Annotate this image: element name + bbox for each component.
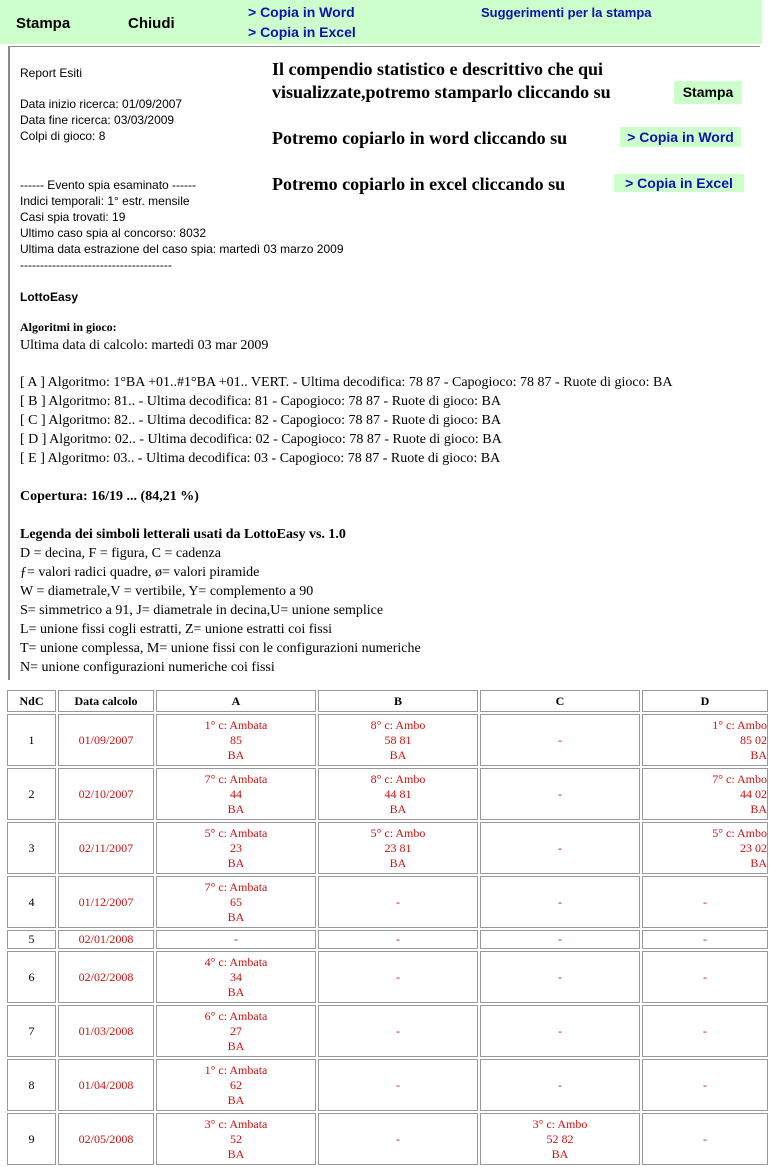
cell-line: 1° c: Ambata	[204, 717, 268, 732]
cell-c	[480, 714, 640, 766]
cell-data-calcolo: 02/05/2008	[58, 1113, 154, 1165]
cell-data-calcolo: 02/10/2007	[58, 768, 154, 820]
legenda-line: W = diametrale,V = vertibile, Y= complemento a 90	[20, 584, 314, 599]
cell-line: -	[703, 1131, 707, 1146]
cell-line: 8° c: Ambo	[370, 771, 426, 786]
help-stampa-button[interactable]: Stampa	[674, 81, 742, 104]
cell-line: BA	[227, 984, 245, 999]
cell-d	[642, 822, 768, 874]
cell-c	[480, 1113, 640, 1165]
cell-line: -	[396, 969, 400, 984]
cell-a	[156, 1113, 316, 1165]
cell-d	[642, 768, 768, 820]
header-b: B	[318, 690, 478, 712]
cell-line: BA	[750, 801, 767, 816]
cell-line: -	[558, 894, 562, 909]
cell-line: BA	[227, 1146, 245, 1161]
table-row	[7, 1059, 768, 1111]
cell-ndc: 9	[7, 1113, 56, 1165]
cell-line: -	[703, 894, 707, 909]
cell-d	[642, 930, 768, 949]
table-row	[7, 822, 768, 874]
cell-line: -	[703, 1077, 707, 1092]
cell-line: 62	[230, 1077, 242, 1092]
cell-data-calcolo: 02/11/2007	[58, 822, 154, 874]
cell-line: 44 81	[384, 786, 412, 801]
header-c: C	[480, 690, 640, 712]
cell-line: 1° c: Ambo	[712, 717, 767, 732]
cell-ndc: 6	[7, 951, 56, 1003]
header-data-calcolo: Data calcolo	[58, 690, 154, 712]
legenda-line: L= unione fissi cogli estratti, Z= unione estratti coi fissi	[20, 622, 333, 637]
cell-a	[156, 1005, 316, 1057]
cell-line: 65	[230, 894, 242, 909]
algoritmo-b: [ B ] Algoritmo: 81.. - Ultima decodifica: 81 - Capogioco: 78 87 - Ruote di gioco: BA	[20, 394, 501, 409]
toolbar	[0, 0, 762, 44]
cell-a	[156, 714, 316, 766]
cell-data-calcolo: 01/09/2007	[58, 714, 154, 766]
cell-b	[318, 1005, 478, 1057]
cell-line: 23 02	[740, 840, 767, 855]
cell-line: 85	[230, 732, 242, 747]
cell-b	[318, 930, 478, 949]
cell-line: BA	[227, 747, 245, 762]
cell-a	[156, 822, 316, 874]
cell-line: -	[396, 932, 400, 946]
table-row	[7, 951, 768, 1003]
cell-line: -	[558, 932, 562, 946]
header-d: D	[642, 690, 768, 712]
legenda-line: S= simmetrico a 91, J= diametrale in decina,U= unione semplice	[20, 603, 384, 618]
cell-line: BA	[750, 747, 767, 762]
cell-c	[480, 930, 640, 949]
cell-line: 44	[230, 786, 242, 801]
results-table-wrapper	[5, 688, 767, 1167]
help-line-3: Potremo copiarlo in word cliccando su	[272, 128, 568, 148]
cell-line: BA	[389, 747, 407, 762]
algoritmo-e: [ E ] Algoritmo: 03.. - Ultima decodifica: 03 - Capogioco: 78 87 - Ruote di gioco: BA	[20, 451, 501, 466]
cell-line: 8° c: Ambo	[370, 717, 426, 732]
cell-line: 44 02	[740, 786, 767, 801]
cell-line: -	[558, 969, 562, 984]
cell-ndc: 1	[7, 714, 56, 766]
cell-data-calcolo: 02/01/2008	[58, 930, 154, 949]
help-line-1: Il compendio statistico e descrittivo che qui	[272, 59, 603, 79]
cell-c	[480, 1059, 640, 1111]
cell-line: 4° c: Ambata	[204, 954, 268, 969]
legenda-title: Legenda dei simboli letterali usati da LottoEasy vs. 1.0	[20, 527, 346, 542]
cell-line: 23	[230, 840, 242, 855]
results-table	[5, 688, 770, 1167]
copertura: Copertura: 16/19 ... (84,21 %)	[20, 489, 199, 504]
indici-temporali: Indici temporali: 1° estr. mensile	[20, 194, 190, 208]
cell-line: 58 81	[384, 732, 412, 747]
cell-c	[480, 951, 640, 1003]
cell-line: -	[396, 1023, 400, 1038]
cell-ndc: 8	[7, 1059, 56, 1111]
help-copia-word-button[interactable]: > Copia in Word	[620, 127, 741, 147]
cell-ndc: 5	[7, 930, 56, 949]
table-row	[7, 1005, 768, 1057]
cell-d	[642, 876, 768, 928]
algoritmo-a: [ A ] Algoritmo: 1°BA +01..#1°BA +01.. VERT. - Ultima decodifica: 78 87 - Capogioco: 78 87 - Ruote di gioco: BA	[20, 375, 673, 390]
cell-line: -	[558, 1023, 562, 1038]
cell-c	[480, 1005, 640, 1057]
cell-line: -	[558, 1077, 562, 1092]
cell-a	[156, 876, 316, 928]
cell-line: -	[396, 1131, 400, 1146]
cell-data-calcolo: 01/04/2008	[58, 1059, 154, 1111]
cell-line: -	[558, 786, 562, 801]
cell-line: BA	[551, 1146, 569, 1161]
cell-line: BA	[227, 1038, 245, 1053]
header-a: A	[156, 690, 316, 712]
cell-line: 7° c: Ambata	[204, 771, 268, 786]
cell-a	[156, 1059, 316, 1111]
cell-line: -	[234, 932, 238, 946]
table-row	[7, 768, 768, 820]
cell-line: 1° c: Ambata	[204, 1062, 268, 1077]
table-header-row	[7, 690, 768, 712]
table-row	[7, 714, 768, 766]
suggerimenti-link[interactable]: Suggerimenti per la stampa	[481, 5, 652, 20]
cell-line: BA	[227, 855, 245, 870]
cell-line: -	[396, 894, 400, 909]
cell-line: 3° c: Ambata	[204, 1116, 268, 1131]
cell-d	[642, 1059, 768, 1111]
cell-line: 27	[230, 1023, 242, 1038]
stampa-button[interactable]: Stampa	[16, 15, 71, 32]
cell-a	[156, 951, 316, 1003]
cell-c	[480, 822, 640, 874]
cell-line: 34	[230, 969, 242, 984]
separator: --------------------------------------	[20, 258, 172, 272]
cell-line: 52	[230, 1131, 242, 1146]
cell-b	[318, 1113, 478, 1165]
cell-ndc: 7	[7, 1005, 56, 1057]
cell-data-calcolo: 02/02/2008	[58, 951, 154, 1003]
help-line-2: visualizzate,potremo stamparlo cliccando su	[272, 82, 611, 102]
cell-line: 52 82	[546, 1131, 574, 1146]
help-line-4: Potremo copiarlo in excel cliccando su	[272, 174, 566, 194]
lottoeasy-title: LottoEasy	[20, 290, 79, 304]
ultima-data: Ultima data estrazione del caso spia: martedì 03 marzo 2009	[20, 242, 344, 256]
cell-a	[156, 930, 316, 949]
cell-line: 5° c: Ambata	[204, 825, 268, 840]
cell-b	[318, 1059, 478, 1111]
cell-a	[156, 768, 316, 820]
cell-b	[318, 714, 478, 766]
legenda-line: N= unione configurazioni numeriche coi fissi	[20, 660, 275, 675]
cell-line: BA	[227, 909, 245, 924]
cell-line: 6° c: Ambata	[204, 1008, 268, 1023]
evento-header: ------ Evento spia esaminato ------	[20, 178, 197, 192]
cell-line: -	[703, 1023, 707, 1038]
data-inizio: Data inizio ricerca: 01/09/2007	[20, 97, 183, 111]
algoritmi-header: Algoritmi in gioco:	[20, 320, 117, 334]
cell-line: BA	[750, 855, 767, 870]
table-row	[7, 930, 768, 949]
ultimo-caso: Ultimo caso spia al concorso: 8032	[20, 226, 207, 240]
cell-line: BA	[227, 801, 245, 816]
cell-ndc: 3	[7, 822, 56, 874]
algoritmo-c: [ C ] Algoritmo: 82.. - Ultima decodifica: 82 - Capogioco: 78 87 - Ruote di gioco: BA	[20, 413, 501, 428]
algoritmo-d: [ D ] Algoritmo: 02.. - Ultima decodifica: 02 - Capogioco: 78 87 - Ruote di gioco: BA	[20, 432, 502, 447]
help-copia-excel-button[interactable]: > Copia in Excel	[614, 174, 744, 192]
cell-line: -	[703, 932, 707, 946]
table-row	[7, 876, 768, 928]
cell-d	[642, 951, 768, 1003]
cell-c	[480, 876, 640, 928]
cell-c	[480, 768, 640, 820]
legenda-line: ƒ= valori radici quadre, ø= valori piramide	[20, 565, 260, 580]
casi-spia: Casi spia trovati: 19	[20, 210, 126, 224]
cell-line: -	[396, 1077, 400, 1092]
cell-line: BA	[389, 801, 407, 816]
legenda-line: D = decina, F = figura, C = cadenza	[20, 546, 221, 561]
legenda-line: T= unione complessa, M= unione fissi con le configurazioni numeriche	[20, 641, 421, 656]
header-ndc: NdC	[7, 690, 56, 712]
cell-line: 23 81	[384, 840, 412, 855]
cell-data-calcolo: 01/12/2007	[58, 876, 154, 928]
cell-line: -	[703, 969, 707, 984]
data-fine: Data fine ricerca: 03/03/2009	[20, 113, 175, 127]
cell-d	[642, 1005, 768, 1057]
cell-line: 7° c: Ambata	[204, 879, 268, 894]
cell-line: 5° c: Ambo	[370, 825, 426, 840]
cell-data-calcolo: 01/03/2008	[58, 1005, 154, 1057]
cell-b	[318, 951, 478, 1003]
cell-line: BA	[389, 855, 407, 870]
cell-ndc: 4	[7, 876, 56, 928]
cell-d	[642, 1113, 768, 1165]
chiudi-button[interactable]: Chiudi	[128, 15, 175, 32]
cell-ndc: 2	[7, 768, 56, 820]
report-title: Report Esiti	[20, 66, 83, 80]
cell-line: 5° c: Ambo	[712, 825, 767, 840]
cell-d	[642, 714, 768, 766]
cell-line: BA	[227, 1092, 245, 1107]
copia-excel-link[interactable]: > Copia in Excel	[248, 24, 356, 40]
cell-b	[318, 876, 478, 928]
ultima-data-calcolo: Ultima data di calcolo: martedi 03 mar 2009	[20, 338, 269, 353]
cell-line: -	[558, 840, 562, 855]
table-row	[7, 1113, 768, 1165]
cell-line: 3° c: Ambo	[532, 1116, 588, 1131]
cell-b	[318, 822, 478, 874]
cell-line: -	[558, 732, 562, 747]
colpi-di-gioco: Colpi di gioco: 8	[20, 129, 106, 143]
cell-line: 7° c: Ambo	[712, 771, 767, 786]
cell-b	[318, 768, 478, 820]
cell-line: 85 02	[740, 732, 767, 747]
copia-word-link[interactable]: > Copia in Word	[248, 4, 355, 20]
